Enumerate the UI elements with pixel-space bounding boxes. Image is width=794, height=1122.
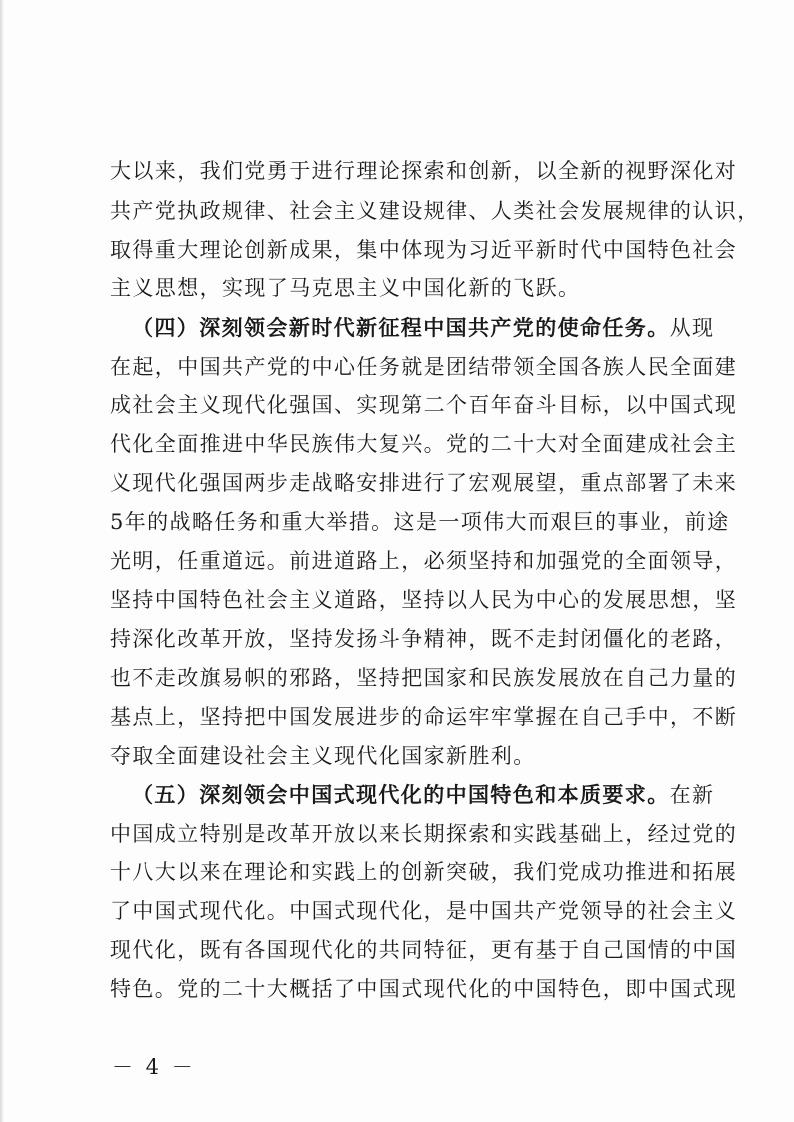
paragraph-line: 了中国式现代化。中国式现代化，是中国共产党领导的社会主义 bbox=[110, 899, 738, 923]
paragraph-line: 持深化改革开放，坚持发扬斗争精神，既不走封闭僵化的老路， bbox=[110, 627, 738, 651]
paragraph-line: 现代化，既有各国现代化的共同特征，更有基于自己国情的中国 bbox=[110, 938, 738, 962]
paragraph-line: 特色。党的二十大概括了中国式现代化的中国特色，即中国式现 bbox=[110, 977, 738, 1001]
paragraph-line: 夺取全面建设社会主义现代化国家新胜利。 bbox=[110, 744, 536, 768]
paragraph-line: 代化全面推进中华民族伟大复兴。党的二十大对全面建成社会主 bbox=[110, 432, 738, 456]
paragraph-line: 成社会主义现代化强国、实现第二个百年奋斗目标，以中国式现 bbox=[110, 393, 738, 417]
section-5-first-line bbox=[132, 778, 715, 812]
paragraph-line: 大以来，我们党勇于进行理论探索和创新，以全新的视野深化对 bbox=[110, 159, 738, 183]
section-4-heading: （四）深刻领会新时代新征程中国共产党的使命任务。 bbox=[132, 315, 670, 340]
paragraph-line: 中国成立特别是改革开放以来长期探索和实践基础上，经过党的 bbox=[110, 822, 738, 846]
paragraph-line: 也不走改旗易帜的邪路，坚持把国家和民族发展放在自己力量的 bbox=[110, 666, 738, 690]
paragraph-line: 光明，任重道远。前进道路上，必须坚持和加强党的全面领导， bbox=[110, 549, 738, 573]
section-5-heading-tail: 在新 bbox=[669, 783, 715, 807]
paragraph-line: 坚持中国特色社会主义道路，坚持以人民为中心的发展思想，坚 bbox=[110, 588, 738, 612]
page-number: － 4 － bbox=[112, 1055, 196, 1079]
paragraph-line: 在起，中国共产党的中心任务就是团结带领全国各族人民全面建 bbox=[110, 355, 738, 379]
paragraph-line: 基点上，坚持把中国发展进步的命运牢牢掌握在自己手中，不断 bbox=[110, 705, 738, 729]
paragraph-line: 5年的战略任务和重大举措。这是一项伟大而艰巨的事业，前途 bbox=[110, 510, 730, 534]
section-4-first-line bbox=[132, 311, 715, 345]
scan-shadow-edge bbox=[0, 0, 4, 1122]
paragraph-line: 共产党执政规律、社会主义建设规律、人类社会发展规律的认识， bbox=[110, 199, 760, 223]
paragraph-line: 取得重大理论创新成果，集中体现为习近平新时代中国特色社会 bbox=[110, 238, 738, 262]
section-4-heading-tail: 从现 bbox=[669, 316, 715, 340]
paragraph-line: 十八大以来在理论和实践上的创新突破，我们党成功推进和拓展 bbox=[110, 860, 738, 884]
paragraph-line: 义现代化强国两步走战略安排进行了宏观展望，重点部署了未来 bbox=[110, 471, 738, 495]
paragraph-line: 主义思想，实现了马克思主义中国化新的飞跃。 bbox=[110, 276, 581, 300]
section-5-heading: （五）深刻领会中国式现代化的中国特色和本质要求。 bbox=[132, 782, 670, 807]
